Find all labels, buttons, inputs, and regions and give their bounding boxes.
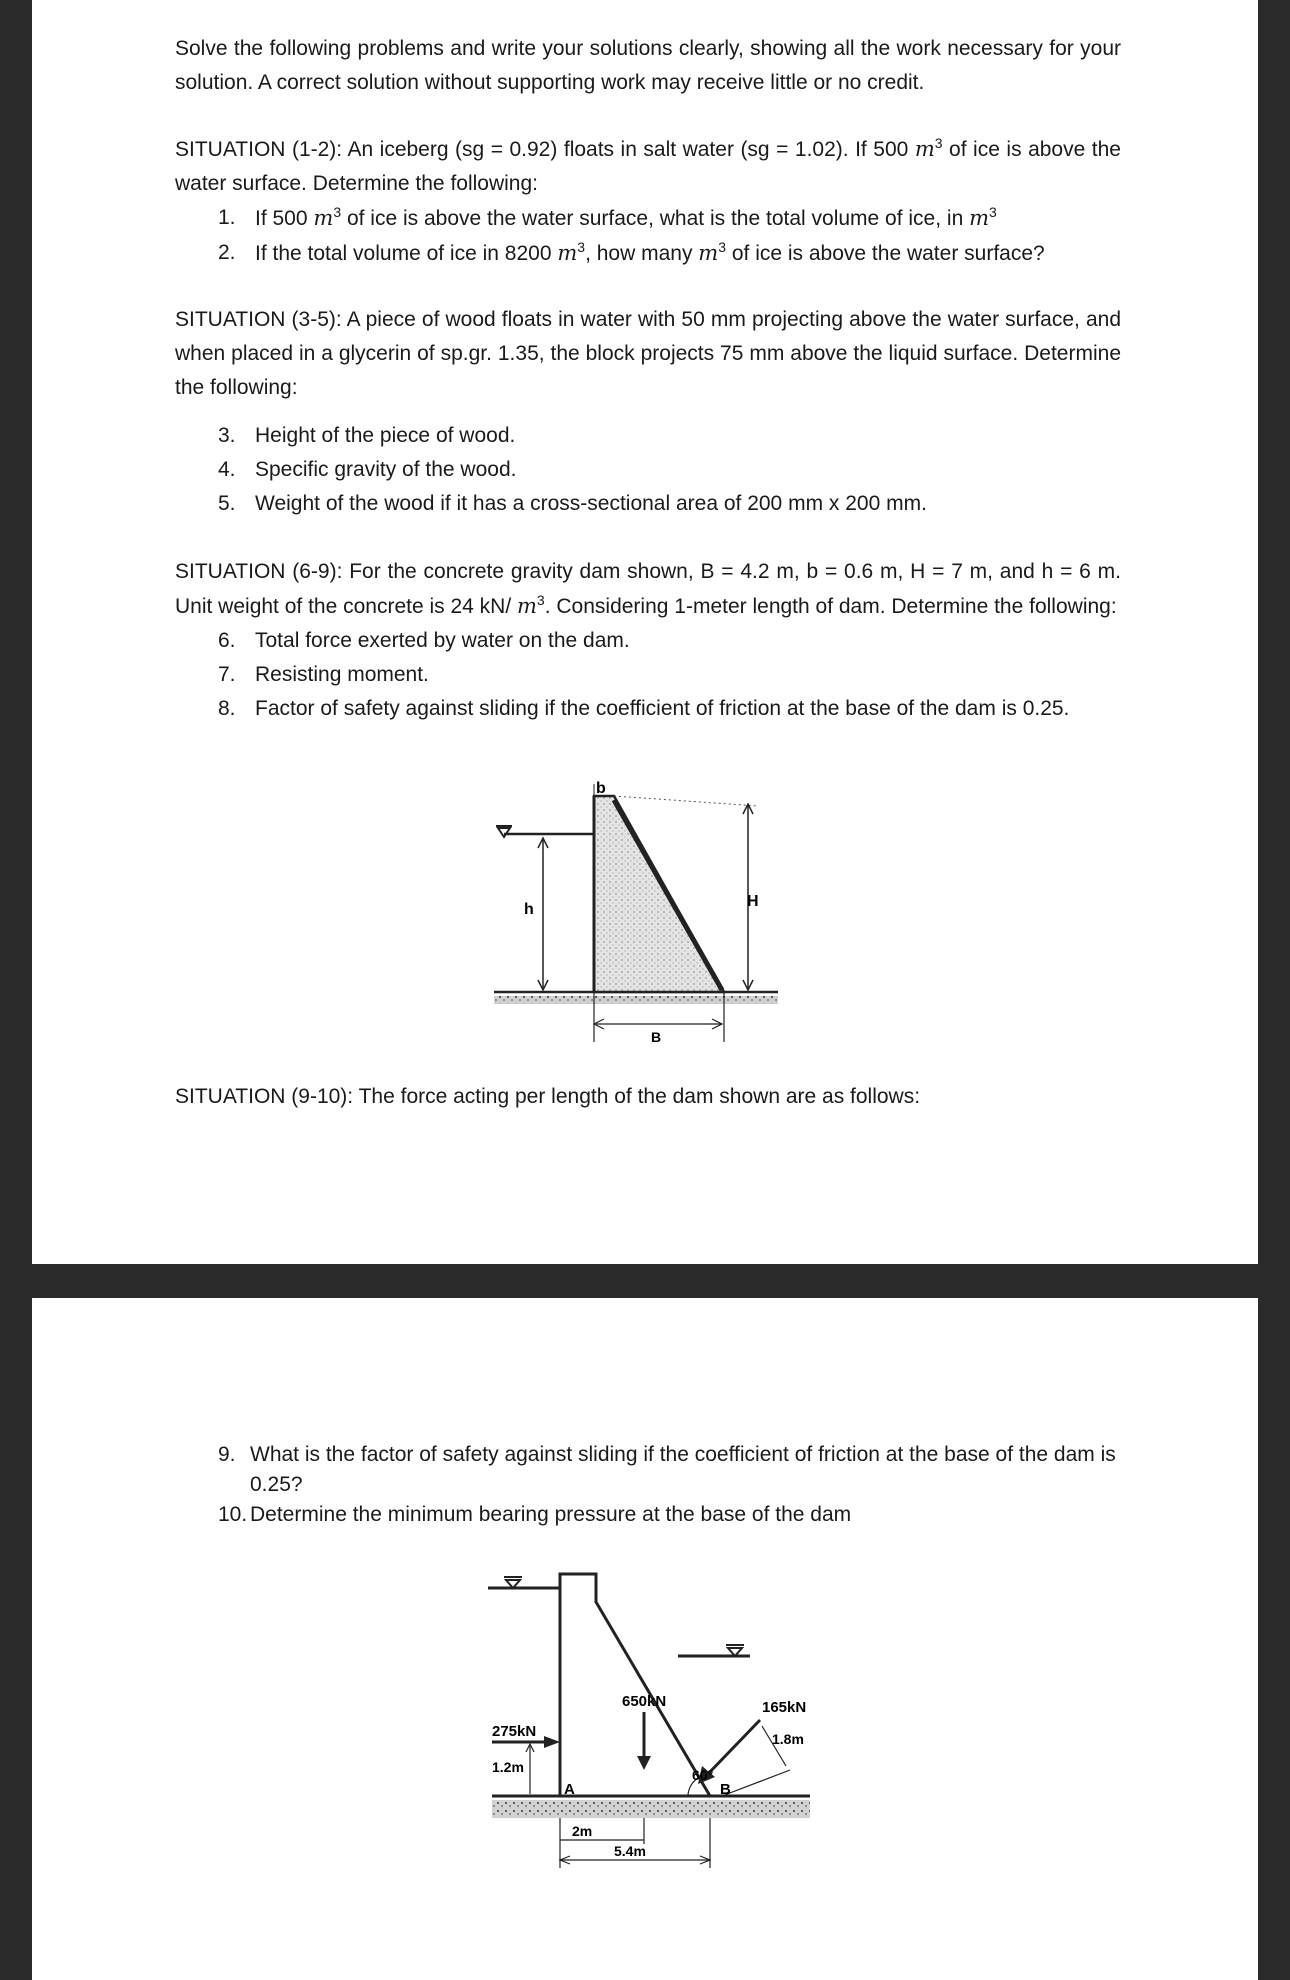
page-1 [32, 0, 1258, 1264]
foundation [494, 996, 778, 1004]
situation-6-9-lead: SITUATION (6-9): For the concrete gravity dam shown, B = 4.2 m, b = 0.6 m, H = 7 m, and h = 6 m. Unit weight of the concrete is 24 kN/ $m^3$. Considering 1-meter length of dam. Determine the following: [175, 560, 1121, 618]
gravity-dam-figure [458, 778, 794, 1052]
dam-body [560, 1574, 710, 1796]
situation-1-2 [175, 132, 1121, 271]
label-b: b [596, 780, 606, 797]
page-2 [32, 1298, 1258, 1980]
situation-1-2-lead: SITUATION (1-2): An iceberg (sg = 0.92) floats in salt water (sg = 1.02). If 500 $m^3$ of ice is above the water surface. Determine the following: [175, 135, 1121, 195]
foundation [492, 1800, 810, 1818]
water-level-right-icon [726, 1645, 744, 1656]
question-9: 9. What is the factor of safety against sliding if the coefficient of friction at the base of the dam is 0.25? [218, 1443, 1116, 1496]
point-a-label: A [564, 1781, 575, 1798]
question-3: 3. Height of the piece of wood. [218, 424, 516, 447]
dim-right-label: 1.8m [772, 1731, 804, 1747]
situation-6-9 [175, 555, 1121, 726]
question-5: 5. Weight of the wood if it has a cross-sectional area of 200 mm x 200 mm. [218, 492, 927, 515]
situation-3-5-lead: SITUATION (3-5): A piece of wood floats in water with 50 mm projecting above the water surface, and when placed in a glycerin of sp.gr. 1.35, the block projects 75 mm above the liquid surface. Determine the following: [175, 308, 1121, 399]
question-7: 7. Resisting moment. [218, 663, 429, 686]
question-8: 8. Factor of safety against sliding if the coefficient of friction at the base of the dam is 0.25. [218, 697, 1070, 720]
force-left-label: 275kN [492, 1723, 537, 1740]
question-2: 2. If the total volume of ice in 8200 $m^3$, how many $m^3$ of ice is above the water surface? [218, 239, 1045, 265]
dim-left-label: 1.2m [492, 1759, 524, 1775]
situation-3-5 [175, 303, 1121, 521]
label-H: H [747, 893, 759, 910]
situation-1-2-questions [175, 201, 1121, 271]
situation-9-10-questions [175, 1440, 1121, 1530]
situation-6-9-questions [175, 624, 1121, 726]
dam-forces-figure [480, 1560, 850, 1890]
angle-label: 60° [692, 1767, 714, 1783]
question-4: 4. Specific gravity of the wood. [218, 458, 517, 481]
point-b-label: B [720, 1781, 731, 1798]
situation-9-10-lead: SITUATION (9-10): The force acting per length of the dam shown are as follows: [175, 1085, 921, 1108]
page-1-content [175, 32, 1121, 726]
water-level-icon [496, 826, 512, 837]
dim-5-4m-label: 5.4m [614, 1843, 646, 1859]
dim-2m-label: 2m [572, 1823, 593, 1839]
force-right-label: 165kN [762, 1699, 807, 1716]
question-1: 1. If 500 $m^3$ of ice is above the water surface, what is the total volume of ice, in $m^3$ [218, 204, 997, 230]
label-B: B [651, 1029, 662, 1045]
situation-3-5-questions [175, 419, 1121, 521]
instructions: Solve the following problems and write your solutions clearly, showing all the work necessary for your solution. A correct solution without supporting work may receive little or no credit. [175, 37, 1121, 94]
question-6: 6. Total force exerted by water on the dam. [218, 629, 630, 652]
force-weight-label: 650kN [622, 1693, 667, 1710]
water-level-left-icon [504, 1577, 522, 1588]
page-2-content [175, 1440, 1121, 1530]
situation-9-10-lead-wrap [175, 1080, 1121, 1114]
label-h: h [524, 901, 534, 918]
question-10: 10. Determine the minimum bearing pressure at the base of the dam [218, 1503, 852, 1526]
